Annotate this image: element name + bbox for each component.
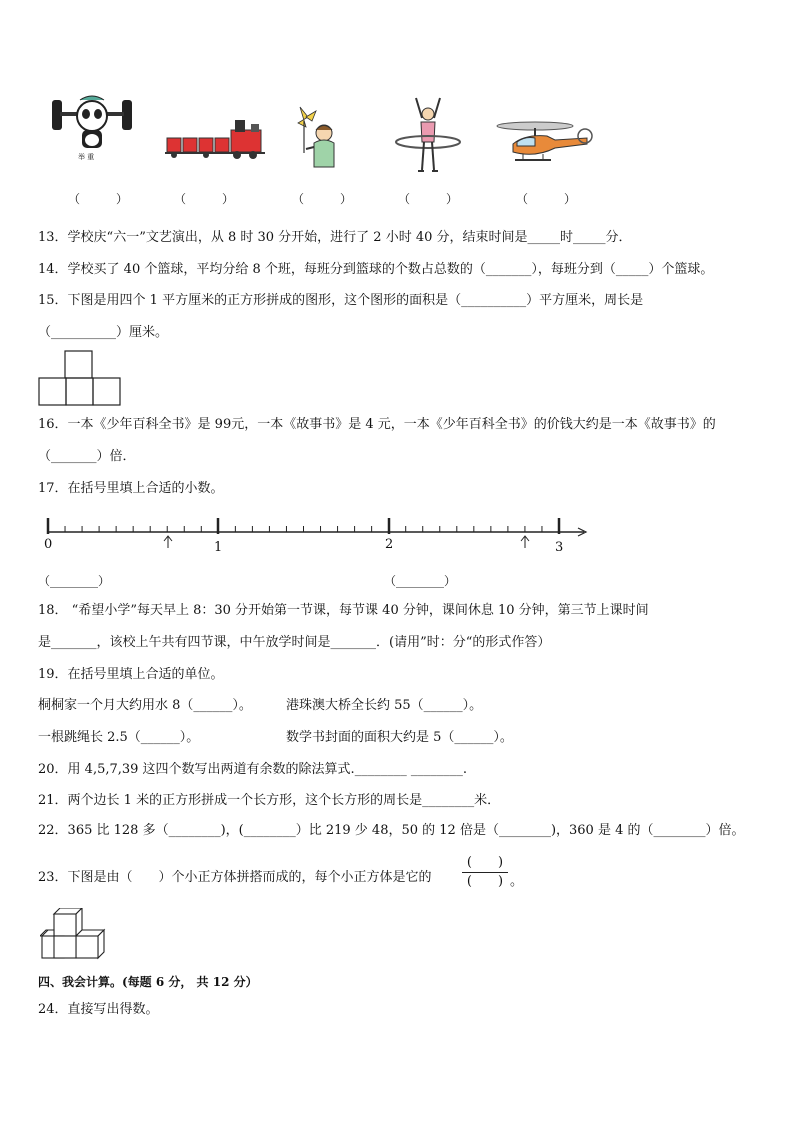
answer-blank[interactable]: （ ）	[174, 192, 235, 206]
question-20: 20．用 4,5,7,39 这四个数写出两道有余数的除法算式.________ ________.	[38, 762, 467, 777]
tick-label-0: 0	[44, 537, 53, 552]
tick-label-3: 3	[555, 540, 564, 555]
question-15-line1: 15．下图是用四个 1 平方厘米的正方形拼成的图形，这个图形的面积是（__________）平方厘米，周长是	[38, 293, 644, 308]
question-21: 21．两个边长 1 米的正方形拼成一个长方形，这个长方形的周长是________米．	[38, 793, 501, 808]
question-18-line2: 是_______，该校上午共有四节课，中午放学时间是_______．(请用”时：分“的形式作答）	[38, 635, 551, 650]
question-15-line2: （__________）厘米。	[38, 325, 169, 340]
question-19-row2-right: 数学书封面的面积大约是 5（______）。	[286, 730, 513, 745]
answer-blank[interactable]: （ ）	[68, 192, 129, 206]
answer-blank[interactable]: （ ）	[292, 192, 353, 206]
answer-blank[interactable]: （ ）	[398, 192, 459, 206]
panda-caption: 举 重	[78, 153, 95, 161]
panda-weightlifter-image	[50, 92, 140, 162]
four-squares-figure	[38, 350, 122, 406]
fraction-bar	[462, 872, 508, 873]
toy-train-image	[165, 112, 270, 162]
question-19: 19．在括号里填上合适的单位。	[38, 667, 224, 682]
question-19-row1-left: 桐桐家一个月大约用水 8（______）。	[38, 698, 252, 713]
helicopter-image	[495, 116, 595, 172]
question-18-line1: 18． “希望小学”每天早上 8：30 分开始第一节课，每节课 40 分钟，课间休息 10 分钟，第三节上课时间	[38, 603, 649, 618]
number-line-blank-left[interactable]: （________）	[38, 574, 111, 588]
question-23	[38, 870, 432, 886]
boy-pinwheel-image	[290, 103, 340, 171]
tick-label-2: 2	[385, 537, 394, 552]
cubes-figure	[40, 908, 110, 968]
question-14: 14．学校买了 40 个篮球，平均分给 8 个班，每班分到篮球的个数占总数的（_______），每班分到（_____）个篮球。	[38, 262, 714, 277]
tick-label-1: 1	[214, 540, 223, 555]
fraction-denominator: ( )	[466, 874, 504, 889]
girl-hula-hoop-image	[392, 96, 464, 176]
question-19-row2-left: 一根跳绳长 2.5（______）。	[38, 730, 200, 745]
question-16-line1: 16．一本《少年百科全书》是 99元，一本《故事书》是 4 元，一本《少年百科全书》的价钱大约是一本《故事书》的	[38, 417, 716, 432]
number-line-blank-right[interactable]: （________）	[384, 574, 457, 588]
question-13: 13．学校庆“六一”文艺演出，从 8 时 30 分开始，进行了 2 小时 40 分，结束时间是_____时_____分．	[38, 230, 632, 245]
question-24: 24．直接写出得数。	[38, 1002, 159, 1017]
question-23-tail: 。	[510, 874, 524, 889]
fraction-blank[interactable]	[460, 855, 510, 890]
question-22: 22．365 比 128 多（________)，(________）比 219 少 48，50 的 12 倍是（________)，360 是 4 的（________）倍。	[38, 823, 745, 838]
question-19-row1-right: 港珠澳大桥全长约 55（______）。	[286, 698, 483, 713]
question-17: 17．在括号里填上合适的小数。	[38, 481, 224, 496]
question-16-line2: （_______）倍．	[38, 449, 136, 464]
section-4-heading: 四、我会计算。(每题 6 分， 共 12 分）	[38, 975, 258, 989]
fraction-numerator: ( )	[466, 855, 504, 870]
number-line-figure	[40, 512, 590, 560]
answer-blank[interactable]: （ ）	[516, 192, 577, 206]
question-23-text: 23．下图是由（ ）个小正方体拼搭而成的，每个小正方体是它的	[38, 870, 432, 885]
